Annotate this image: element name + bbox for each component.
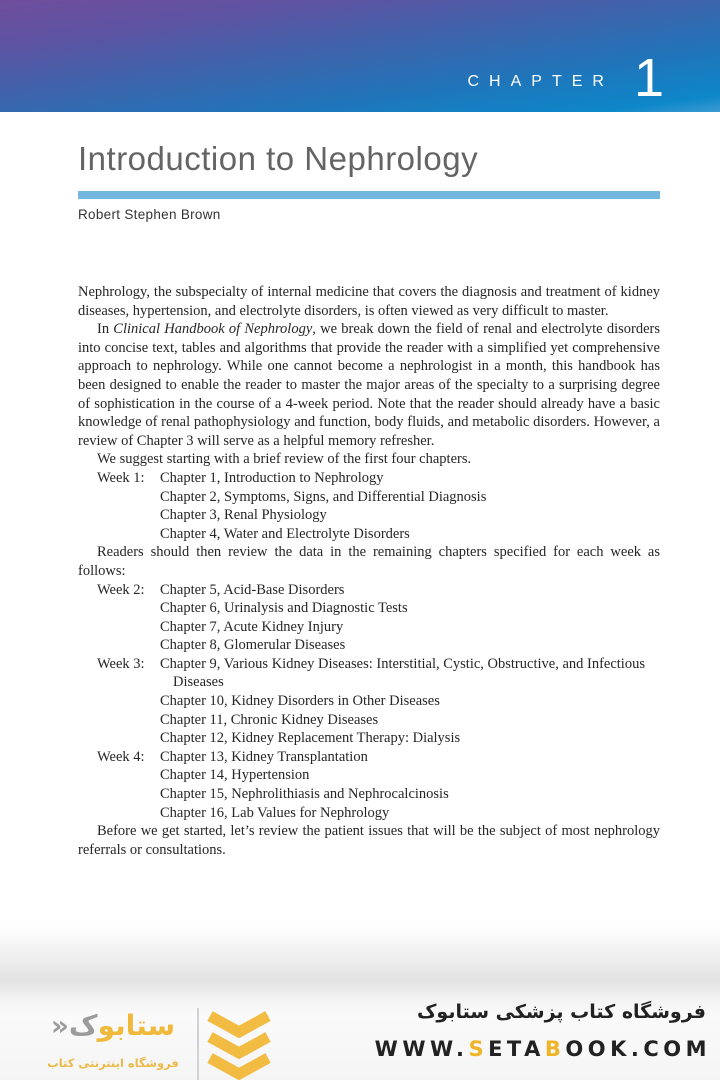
chapter-list-item: Chapter 5, Acid-Base Disorders (160, 581, 345, 598)
url-segment: ETA (488, 1037, 545, 1061)
url-segment: OOK.COM (565, 1037, 711, 1061)
logo-tagline: فروشگاه اینترنتی کتاب (47, 1056, 179, 1070)
chapter-label: CHAPTER (467, 73, 614, 90)
store-name-farsi: فروشگاه کتاب پزشکی ستابوک (416, 1001, 706, 1023)
paragraph-before-start: Before we get started, let’s review the patient issues that will be the subject of most nephrology referrals or consultations. (78, 823, 660, 858)
week-1-row (78, 469, 660, 543)
paragraph-handbook-pre: In (97, 321, 114, 338)
url-segment-accent-s: S (468, 1037, 489, 1061)
chapter-heading (467, 47, 665, 108)
author-name: Robert Stephen Brown (78, 207, 221, 222)
paragraph-intro: Nephrology, the subspecialty of internal medicine that covers the diagnosis and treatment of kidney diseases, hypertension, and electrolyte disorders, is often viewed as very difficult to master. (78, 284, 660, 319)
chapter-list-item: Chapter 14, Hypertension (160, 767, 310, 784)
week-4-label: Week 4: (97, 748, 145, 765)
week-1-chapters (160, 469, 660, 543)
week-2-chapters (160, 581, 660, 655)
week-4-row (78, 748, 660, 822)
chapter-list-item: Chapter 1, Introduction to Nephrology (160, 469, 384, 486)
body-text-column (78, 283, 660, 859)
paragraph-readers: Readers should then review the data in the remaining chapters specified for each week as follows: (78, 544, 660, 579)
url-segment-accent-b: B (544, 1037, 566, 1061)
page-title: Introduction to Nephrology (78, 140, 479, 177)
chapter-list-item: Chapter 4, Water and Electrolyte Disorders (160, 525, 410, 542)
chapter-list-item: Chapter 12, Kidney Replacement Therapy: Dialysis (160, 730, 461, 747)
title-underline-rule (78, 191, 660, 199)
paragraph-suggest: We suggest starting with a brief review of the first four chapters. (97, 451, 472, 468)
week-3-label: Week 3: (97, 655, 145, 672)
chapter-header-band (0, 0, 720, 112)
logo-wordmark-yellow: ستابو (97, 1009, 176, 1042)
chapter-list-item: Chapter 13, Kidney Transplantation (160, 748, 368, 765)
logo-wordmark-gray: ک« (50, 1009, 98, 1042)
store-url (375, 1037, 711, 1061)
chapter-list-item: Chapter 7, Acute Kidney Injury (160, 618, 344, 635)
week-2-label: Week 2: (97, 581, 145, 598)
chapter-list-item: Chapter 10, Kidney Disorders in Other Diseases (160, 693, 440, 710)
chapter-list-item: Chapter 8, Glomerular Diseases (160, 637, 346, 654)
chapter-list-item: Chapter 2, Symptoms, Signs, and Differential Diagnosis (160, 488, 487, 505)
book-title-italic: Clinical Handbook of Nephrology (113, 321, 313, 338)
chapter-list-item: Chapter 11, Chronic Kidney Diseases (160, 711, 379, 728)
chapter-list-item: Chapter 16, Lab Values for Nephrology (160, 804, 390, 821)
chapter-number: 1 (633, 47, 664, 108)
paragraph-handbook-post: , we break down the field of renal and electrolyte disorders into concise text, tables and algorithms that provide the reader with a simplified yet comprehensive approach to nephrology. While one cannot become a nephrologist in a month, this handbook has been designed to enable the reader to master the major areas of the specialty to a surprising degree of sophistication in the course of a 4-week period. Note that the reader should already have a basic knowledge of renal pathophysiology and function, body fluids, and metabolic disorders. However, a review of Chapter 3 will serve as a helpful memory refresher. (78, 321, 660, 449)
chapter-list-item: Chapter 15, Nephrolithiasis and Nephrocalcinosis (160, 786, 449, 803)
chapter-list-item: Chapter 9, Various Kidney Diseases: Interstitial, Cystic, Obstructive, and Infectious Diseases (160, 655, 645, 691)
chapter-list-item: Chapter 6, Urinalysis and Diagnostic Tests (160, 600, 408, 617)
week-4-chapters (160, 748, 660, 822)
paragraph-handbook (78, 320, 660, 450)
week-2-row (78, 581, 660, 655)
logo-divider-line (197, 1008, 199, 1080)
url-segment: WWW. (374, 1037, 469, 1061)
chevron-stack-icon (206, 1010, 272, 1080)
week-3-row (78, 655, 660, 748)
week-3-chapters (160, 655, 660, 748)
chapter-list-item: Chapter 3, Renal Physiology (160, 507, 327, 524)
week-1-label: Week 1: (97, 469, 145, 486)
setabook-logo-wordmark (36, 1008, 190, 1044)
